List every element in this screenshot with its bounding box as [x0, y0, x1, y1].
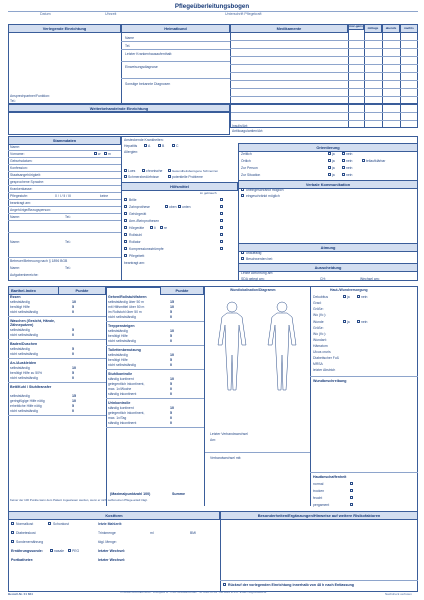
- stamm-staat: Staatsangehörigkeit:: [10, 173, 41, 177]
- brille-checkbox[interactable]: [124, 198, 127, 201]
- barthel-row-points: 0: [170, 421, 172, 425]
- barthel-row-label: gelegentlich inkontinent,: [108, 411, 145, 415]
- barthel-row-label: geringfügige Hilfe nötig: [10, 399, 45, 403]
- field-name: Name: [125, 36, 135, 40]
- mittags-header: mittags: [364, 24, 382, 33]
- barthel-left-group-title: Waschen (Gesicht, Hände, Zähneputzen): [10, 319, 55, 327]
- stamm-angehoerige: Angehörige/Bezugsperson:: [10, 208, 51, 212]
- pflegestufe-options: 0 / I / II / III: [55, 194, 72, 198]
- barthel-right-group-title: Treppensteigen: [108, 324, 135, 328]
- barthel-row-label: selbstständig: [10, 394, 30, 398]
- barthel-row-points: 10: [170, 305, 174, 309]
- stamm-sprache: gesprochene Sprache:: [10, 180, 45, 184]
- barthel-left-group-title: Essen: [10, 295, 21, 299]
- kostform-header: Kostform: [8, 511, 220, 520]
- verbandwechsel-mit: Verbandwechsel mit:: [210, 456, 242, 460]
- barthel-row-points: 10: [170, 353, 174, 357]
- barthel-right-group-title: Toilettenbenutzung: [108, 348, 141, 352]
- barthel-row-points: 0: [72, 310, 74, 314]
- barthel-row-points: 10: [170, 329, 174, 333]
- barthel-row-points: 5: [170, 411, 172, 415]
- stamm-krankenkasse: Krankenkasse:: [10, 187, 33, 191]
- hep-c-checkbox[interactable]: [172, 144, 175, 147]
- footer-bestellnr: Bestell-Nr. 01 824: [8, 592, 33, 596]
- gehoergeraet-checkbox[interactable]: [124, 212, 127, 215]
- barthel-row-label: im Rollstuhl über 50 m: [108, 310, 142, 314]
- barthel-row-label: benötigt Hilfe: [108, 358, 128, 362]
- barthel-row-points: 0: [72, 376, 74, 380]
- stamm-ang-tel: Tel.:: [65, 215, 72, 219]
- barthel-row-points: 15: [170, 300, 174, 304]
- field-letzter-kh: Letzter Krankenhausaufenthalt:: [125, 52, 173, 56]
- barthel-row-points: 10: [72, 300, 76, 304]
- barthel-left-group-title: An-/Auskleiden: [10, 361, 37, 365]
- field-tel: Tel.: [125, 44, 131, 48]
- stamm-pflegestufe: Pflegestufe:: [10, 194, 28, 198]
- footer-right: Nachdruck verboten: [385, 592, 412, 596]
- barthel-header: Barthel-Index: [8, 286, 106, 295]
- barthel-row-points: 5: [170, 334, 172, 338]
- barthel-row-points: 10: [170, 377, 174, 381]
- unterschrift-label: Unterschrift Pflegekraft: [225, 12, 262, 16]
- barthel-row-label: nicht selbstständig: [10, 333, 38, 337]
- barthel-row-points: 0: [170, 416, 172, 420]
- datum-label: Datum: [40, 12, 51, 16]
- barthel-row-label: nicht selbstständig: [108, 339, 136, 343]
- barthel-right-group-title: Urinkontrolle: [108, 401, 131, 405]
- barthel-row-label: mit Hilfsmittel über 50 m: [108, 305, 145, 309]
- barthel-row-label: benötigt Hilfe: [108, 334, 128, 338]
- barthel-row-label: ständig inkontinent: [108, 392, 137, 396]
- weiterbehandelnde-header: Weiterbehandelnde Einrichtung: [8, 104, 230, 113]
- barthel-left-group-title: Baden/Duschen: [10, 342, 38, 346]
- uhrzeit-label: Uhrzeit: [105, 12, 117, 16]
- wund-header: Wundlokalisation/Diagramm: [230, 288, 276, 292]
- barthel-row-label: nicht selbstständig: [10, 310, 38, 314]
- barthel-row-points: 0: [72, 333, 74, 337]
- barthel-row-points: 0: [72, 352, 74, 356]
- barthel-row-points: 10: [170, 406, 174, 410]
- stamm-geburtsdatum: Geburtsdatum:: [10, 159, 33, 163]
- barthel-row-label: nicht selbstständig: [108, 363, 136, 367]
- tel-label: Tel.:: [10, 99, 17, 103]
- haut-header: Haut-/Wundversorgung: [330, 288, 368, 292]
- barthel-left-group-title: Bett/Kuhl / Stuhltransfer: [10, 385, 52, 389]
- barthel-row-points: 5: [170, 358, 172, 362]
- sex-w-checkbox[interactable]: [94, 152, 97, 155]
- verlegende-header: Verlegende Einrichtung: [8, 24, 121, 33]
- barthel-max: (Maximalpunktzahl 100): [110, 492, 151, 496]
- barthel-row-label: erhebliche Hilfe nötig: [10, 404, 42, 408]
- atmung-header: Atmung: [238, 243, 418, 252]
- hep-b-checkbox[interactable]: [158, 144, 161, 147]
- barthel-summe: Summe: [172, 492, 185, 496]
- stamm-name: Name:: [10, 145, 20, 149]
- barthel-row-label: nicht selbstständig: [108, 315, 136, 319]
- verbale-header: Verbale Kommunikation: [238, 180, 418, 189]
- allergien-label: Allergien:: [124, 150, 139, 154]
- barthel-row-label: ständig kontinent: [108, 406, 134, 410]
- barthel-row-label: ständig inkontinent: [108, 421, 137, 425]
- barthel-row-points: 0: [170, 392, 172, 396]
- barthel-row-points: 10: [72, 366, 76, 370]
- barthel-row-points: 5: [72, 371, 74, 375]
- barthel-row-label: benötigt Hilfe zu 50%: [10, 371, 43, 375]
- probleme-checkbox[interactable]: [168, 175, 171, 178]
- stamm-konfession: Konfession:: [10, 166, 28, 170]
- barthel-row-points: 5: [72, 305, 74, 309]
- schmerzen-checkbox[interactable]: [168, 169, 171, 172]
- hep-a-checkbox[interactable]: [144, 144, 147, 147]
- ansteckende-label: Ansteckende Krankheiten:: [124, 138, 164, 142]
- schmerzbeduerfnis-checkbox[interactable]: [124, 175, 127, 178]
- morgens-header: mor-gens: [349, 24, 363, 28]
- ansprechpartner-label: Ansprechpartner/Funktion:: [10, 94, 50, 98]
- zahnprothese-checkbox[interactable]: [124, 205, 127, 208]
- barthel-row-points: 5: [72, 404, 74, 408]
- barthel-note: Keiner der 100 Punkte kann dem Patient zugewiesen werden, wenn er nicht selbst einen Pflege-anteil trägt.: [10, 498, 148, 502]
- barthel-row-label: nicht selbstständig: [10, 376, 38, 380]
- field-einweisung: Einweisungsdiagnose: [125, 65, 158, 69]
- barthel-row-label: max. 1x/Tag: [108, 416, 127, 420]
- field-sonstige: Sonstige bekannte Diagnosen: [125, 82, 171, 86]
- heimatbund-header: Heimatbund: [121, 24, 230, 33]
- orientierung-header: Orientierung: [238, 143, 418, 152]
- barthel-row-points: 0: [72, 409, 74, 413]
- barthel-row-points: 15: [72, 394, 76, 398]
- lues-checkbox[interactable]: [124, 169, 127, 172]
- barthel-row-points: 0: [170, 363, 172, 367]
- stamm-vorname: Vorname:: [10, 152, 25, 156]
- ausscheidung-header: Ausscheidung: [238, 263, 418, 272]
- barthel-row-points: 5: [72, 347, 74, 351]
- form-page: Pflegeüberleitungsbogen Datum Uhrzeit Unterschrift Pflegekraft Verlegende Einrichtung Heimatbund Medikamente mor-gens mittags abends nachts Name Tel. Letzter Krankenhausaufenthalt: Einweisungsdiagnose Sonstige bekannte Diagnosen Ansprechpartner/Funktion: Tel.: Weiterbehandelnde Einrichtung Insulin/Art: Antikoagulantien/Art: Stammdaten Name: Vorname: w m Geburtsdatum: Konfession: Staatsangehörigkeit: gesprochene Sprache: Krankenkasse: Pflegestufe: 0 / I / II / III keine beantragt am: Angehörige/Bezugsperson: Name: Tel.: Name: Tel.: Ansteckende Krankheiten: Hepatitis A B C Allergien: Lues chronische Gesundheitsbezogene Schmerzen Schmerzbedürfnisse potentielle Probleme Hilfsmittel im gebrauch Brille Zahnprothese oben unten Gehörgerät Arm-/Beinprothesen Hörgeräte li re Rollstuhl Rollator Kompressionsstrümpfe Pflegebett beantragt am: Orientierung Zeitlich ja nein Örtlich ja nein teilaufklärbar Zur Person ja nein Zur Situation ja nein Verbale Kommunikation uneingeschränkt möglich eingeschränkt möglich Atmung unauffällig Beschwerden bei: Ausscheidung Letzte Abführung am: SDA gelegt am: CH: Wechsel am: Betreuer/Betreuung nach § 1896 BGB Name: Tel.: Aufgabenbereiche: Barthel-Index Punkte Punkte Essen selbstständig 10 benötigt Hilfe 5 nicht selbstständig 0 Waschen (Gesicht, Hände, Zähneputzen) selbstständig 5 nicht selbstständig 0 Baden/Duschen selbstständig 5 nicht selbstständig 0 An-/Auskleiden selbstständig 10 benötigt Hilfe zu 50% 5 nicht selbstständig 0 Bett/Kuhl / Stuhltransfer selbstständig 15 geringfügige Hilfe nötig 10 erhebliche Hilfe nötig 5 nicht selbstständig 0 Gehen/Rollstuhlfahren selbstständig über 50 m 15 mit Hilfsmittel über 50 m 10 im Rollstuhl über 50 m 5 nicht selbstständig 0 Treppensteigen selbstständig 10 benötigt Hilfe 5 nicht selbstständig 0 Toilettenbenutzung selbstständig 10 benötigt Hilfe 5 nicht selbstständig 0 Stuhlkontrolle ständig kontinent 10 gelegentlich inkontinent, 5 max. 1x/Woche 0 ständig inkontinent 0 Urinkontrolle ständig kontinent 10 gelegentlich inkontinent, 5 max. 1x/Tag 0 ständig inkontinent 0 (Maximalpunktzahl 100) Summe Keiner der 100 Punkte kann dem Patient zugewiesen werden, wenn er nicht selbst einen Pflege-anteil trägt. Wundlokalisation/Diagramm Letzter Verbandswechsel Am: Verbandwechsel mit: Haut-/Wundversorgung Dekubitus ja nein Grad: Größe: Wo (Kr.): Wunde ja nein Größe: Wo (Kr.): Wundart: Hämatom Ulcus cruris Diabetischer Fuß MRSA letzter Abstrich Wundbeschreibung Hautbeschaffenheit normal trocken feucht pergament Kostform Besonderheiten/Ergänzungen/Hinweise auf weitere Risikofaktoren Normalkost Schonkost letzte Mahlzeit: Diabeteskost Trinkmenge ml BMI Sondenernährung tägl. Menge: Ernährungssonde: nasale PEG letzter Wechsel: Portkatheter: letzter Wechsel: Rückruf der vorlegenden Einrichtung innerhalb von 48 h nach Entlassung Bestell-Nr. 01 824 SYNSNAK DRUCKERI GmbH · Kirschgärtle 12 · 97411 Gnodstadt-Ambach · Tel. 09901 93 130 · Fax 09901 93 131 · E-Mail: info@druckerei.de Nachdruck verboten: [0, 0, 424, 600]
- barthel-row-label: selbstständig: [10, 366, 30, 370]
- footer-center: SYNSNAK DRUCKERI GmbH · Kirschgärtle 12 · 97411 Gnodstadt-Ambach · Tel. 09901 93 130 · Fax 09901 93 131 · E-Mail: info@druckerei.de: [120, 592, 267, 594]
- besonderheiten-header: Besonderheiten/Ergänzungen/Hinweise auf weitere Risikofaktoren: [220, 511, 418, 520]
- body-back-icon: [268, 302, 296, 390]
- barthel-row-label: selbstständig über 50 m: [108, 300, 144, 304]
- barthel-row-label: nicht selbstständig: [10, 409, 38, 413]
- medikamente-header: Medikamente: [230, 24, 348, 33]
- barthel-row-label: max. 1x/Woche: [108, 387, 132, 391]
- barthel-right-group-title: Gehen/Rollstuhlfahren: [108, 295, 147, 299]
- hilfsmittel-header: Hilfsmittel: [121, 182, 238, 191]
- nachts-header: nachts: [400, 24, 418, 33]
- barthel-row-points: 0: [170, 315, 172, 319]
- barthel-row-points: 10: [72, 399, 76, 403]
- barthel-row-points: 0: [170, 387, 172, 391]
- antikoagulation-label: Antikoagulantien/Art:: [232, 129, 264, 133]
- letzter-verband: Letzter Verbandswechsel: [210, 432, 248, 436]
- rueckruf-label: Rückruf der vorlegenden Einrichtung innerhalb von 48 h nach Entlassung: [228, 583, 355, 587]
- barthel-row-label: selbstständig: [10, 328, 30, 332]
- barthel-row-label: selbstständig: [10, 347, 30, 351]
- abends-header: abends: [382, 24, 400, 33]
- barthel-row-points: 0: [170, 339, 172, 343]
- sex-m-checkbox[interactable]: [104, 152, 107, 155]
- barthel-row-label: selbstständig: [10, 300, 30, 304]
- barthel-row-label: benötigt Hilfe: [10, 305, 30, 309]
- body-diagram: [206, 295, 308, 415]
- barthel-right-group-title: Stuhlkontrolle: [108, 372, 133, 376]
- barthel-row-points: 5: [72, 328, 74, 332]
- barthel-row-label: selbstständig: [108, 353, 128, 357]
- body-front-icon: [218, 302, 246, 390]
- betreuer-label: Betreuer/Betreuung nach § 1896 BGB: [10, 259, 68, 263]
- barthel-row-label: nicht selbstständig: [10, 352, 38, 356]
- barthel-row-points: 5: [170, 310, 172, 314]
- insulin-label: Insulin/Art:: [232, 124, 249, 128]
- stamm-beantragt: beantragt am:: [10, 201, 31, 205]
- barthel-row-label: gelegentlich inkontinent,: [108, 382, 145, 386]
- rueckruf-checkbox[interactable]: [223, 583, 226, 586]
- barthel-row-points: 5: [170, 382, 172, 386]
- page-title: Pflegeüberleitungsbogen: [174, 3, 250, 10]
- chronische-checkbox[interactable]: [142, 169, 145, 172]
- stammdaten-header: Stammdaten: [8, 136, 121, 145]
- barthel-row-label: selbstständig: [108, 329, 128, 333]
- barthel-row-label: ständig kontinent: [108, 377, 134, 381]
- stamm-ang-name: Name:: [10, 215, 20, 219]
